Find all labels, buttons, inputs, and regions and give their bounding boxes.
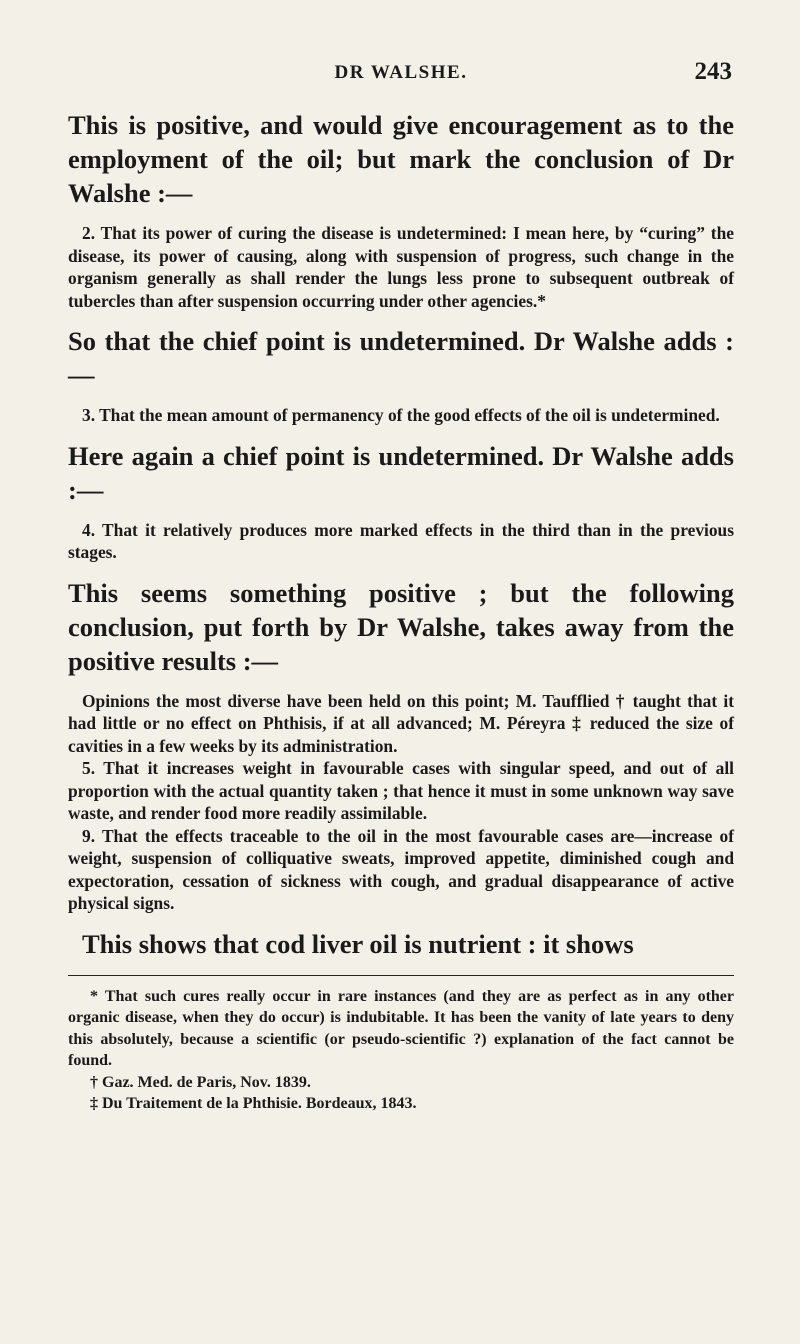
paragraph-something-positive: This seems something positive ; but the following conclusion, put forth by Dr Walshe, takes away from the positive results :— <box>68 577 734 676</box>
paragraph-chief-point: So that the chief point is undetermined. Dr Walshe adds :— <box>68 326 734 390</box>
paragraph-intro: This is positive, and would give encouragement as to the employment of the oil; but mark the conclusion of Dr Walshe :— <box>68 110 734 208</box>
page-number: 243 <box>694 58 732 85</box>
paragraph-here-again: Here again a chief point is undetermined. Dr Walshe adds :— <box>68 440 734 505</box>
quote-point-5: 5. That it increases weight in favourable cases with singular speed, and out of all proportion with the actual quantity taken ; that hence it must in some unknown way save waste, and render food more readily assimilable. <box>68 758 734 823</box>
footnote-asterisk: * That such cures really occur in rare instances (and they are as perfect as in any other organic disease, when they do occur) is indubitable. It has been the vanity of late years to deny this absolutely, because a scientific (or pseudo-scientific ?) explanation of the fact cannot be found. <box>68 987 734 1069</box>
footnote-dagger: † Gaz. Med. de Paris, Nov. 1839. <box>90 1073 311 1091</box>
quote-point-2: 2. That its power of curing the disease is undetermined: I mean here, by “curing” the disease, its power of causing, along with suspension of progress, such change in the organism generally as shall render the lungs less prone to subsequent outbreak of tubercles than after suspension occurring under other agencies.* <box>68 223 734 311</box>
quote-point-4: 4. That it relatively produces more marked effects in the third than in the previous stages. <box>68 519 734 562</box>
footnotes <box>68 975 734 1115</box>
footnote-double-dagger: ‡ Du Traitement de la Phthisie. Bordeaux, 1843. <box>90 1095 417 1112</box>
running-head-title: DR WALSHE. <box>334 62 468 83</box>
quote-point-9: 9. That the effects traceable to the oil in the most favourable cases are—increase of weight, suspension of colliquative sweats, improved appetite, diminished cough and expectoration, cessation of sickness with cough, and gradual disappearance of active physical signs. <box>68 825 734 913</box>
quote-opinions: Opinions the most diverse have been held on this point; M. Taufflied † taught that it had little or no effect on Phthisis, if at all advanced; M. Péreyra ‡ reduced the size of cavities in a few weeks by its administration. <box>68 690 734 756</box>
paragraph-nutrient: This shows that cod liver oil is nutrient : it shows <box>82 928 634 959</box>
quote-point-3: 3. That the mean amount of permanency of the good effects of the oil is undetermined. <box>82 405 720 425</box>
running-head <box>68 58 734 92</box>
